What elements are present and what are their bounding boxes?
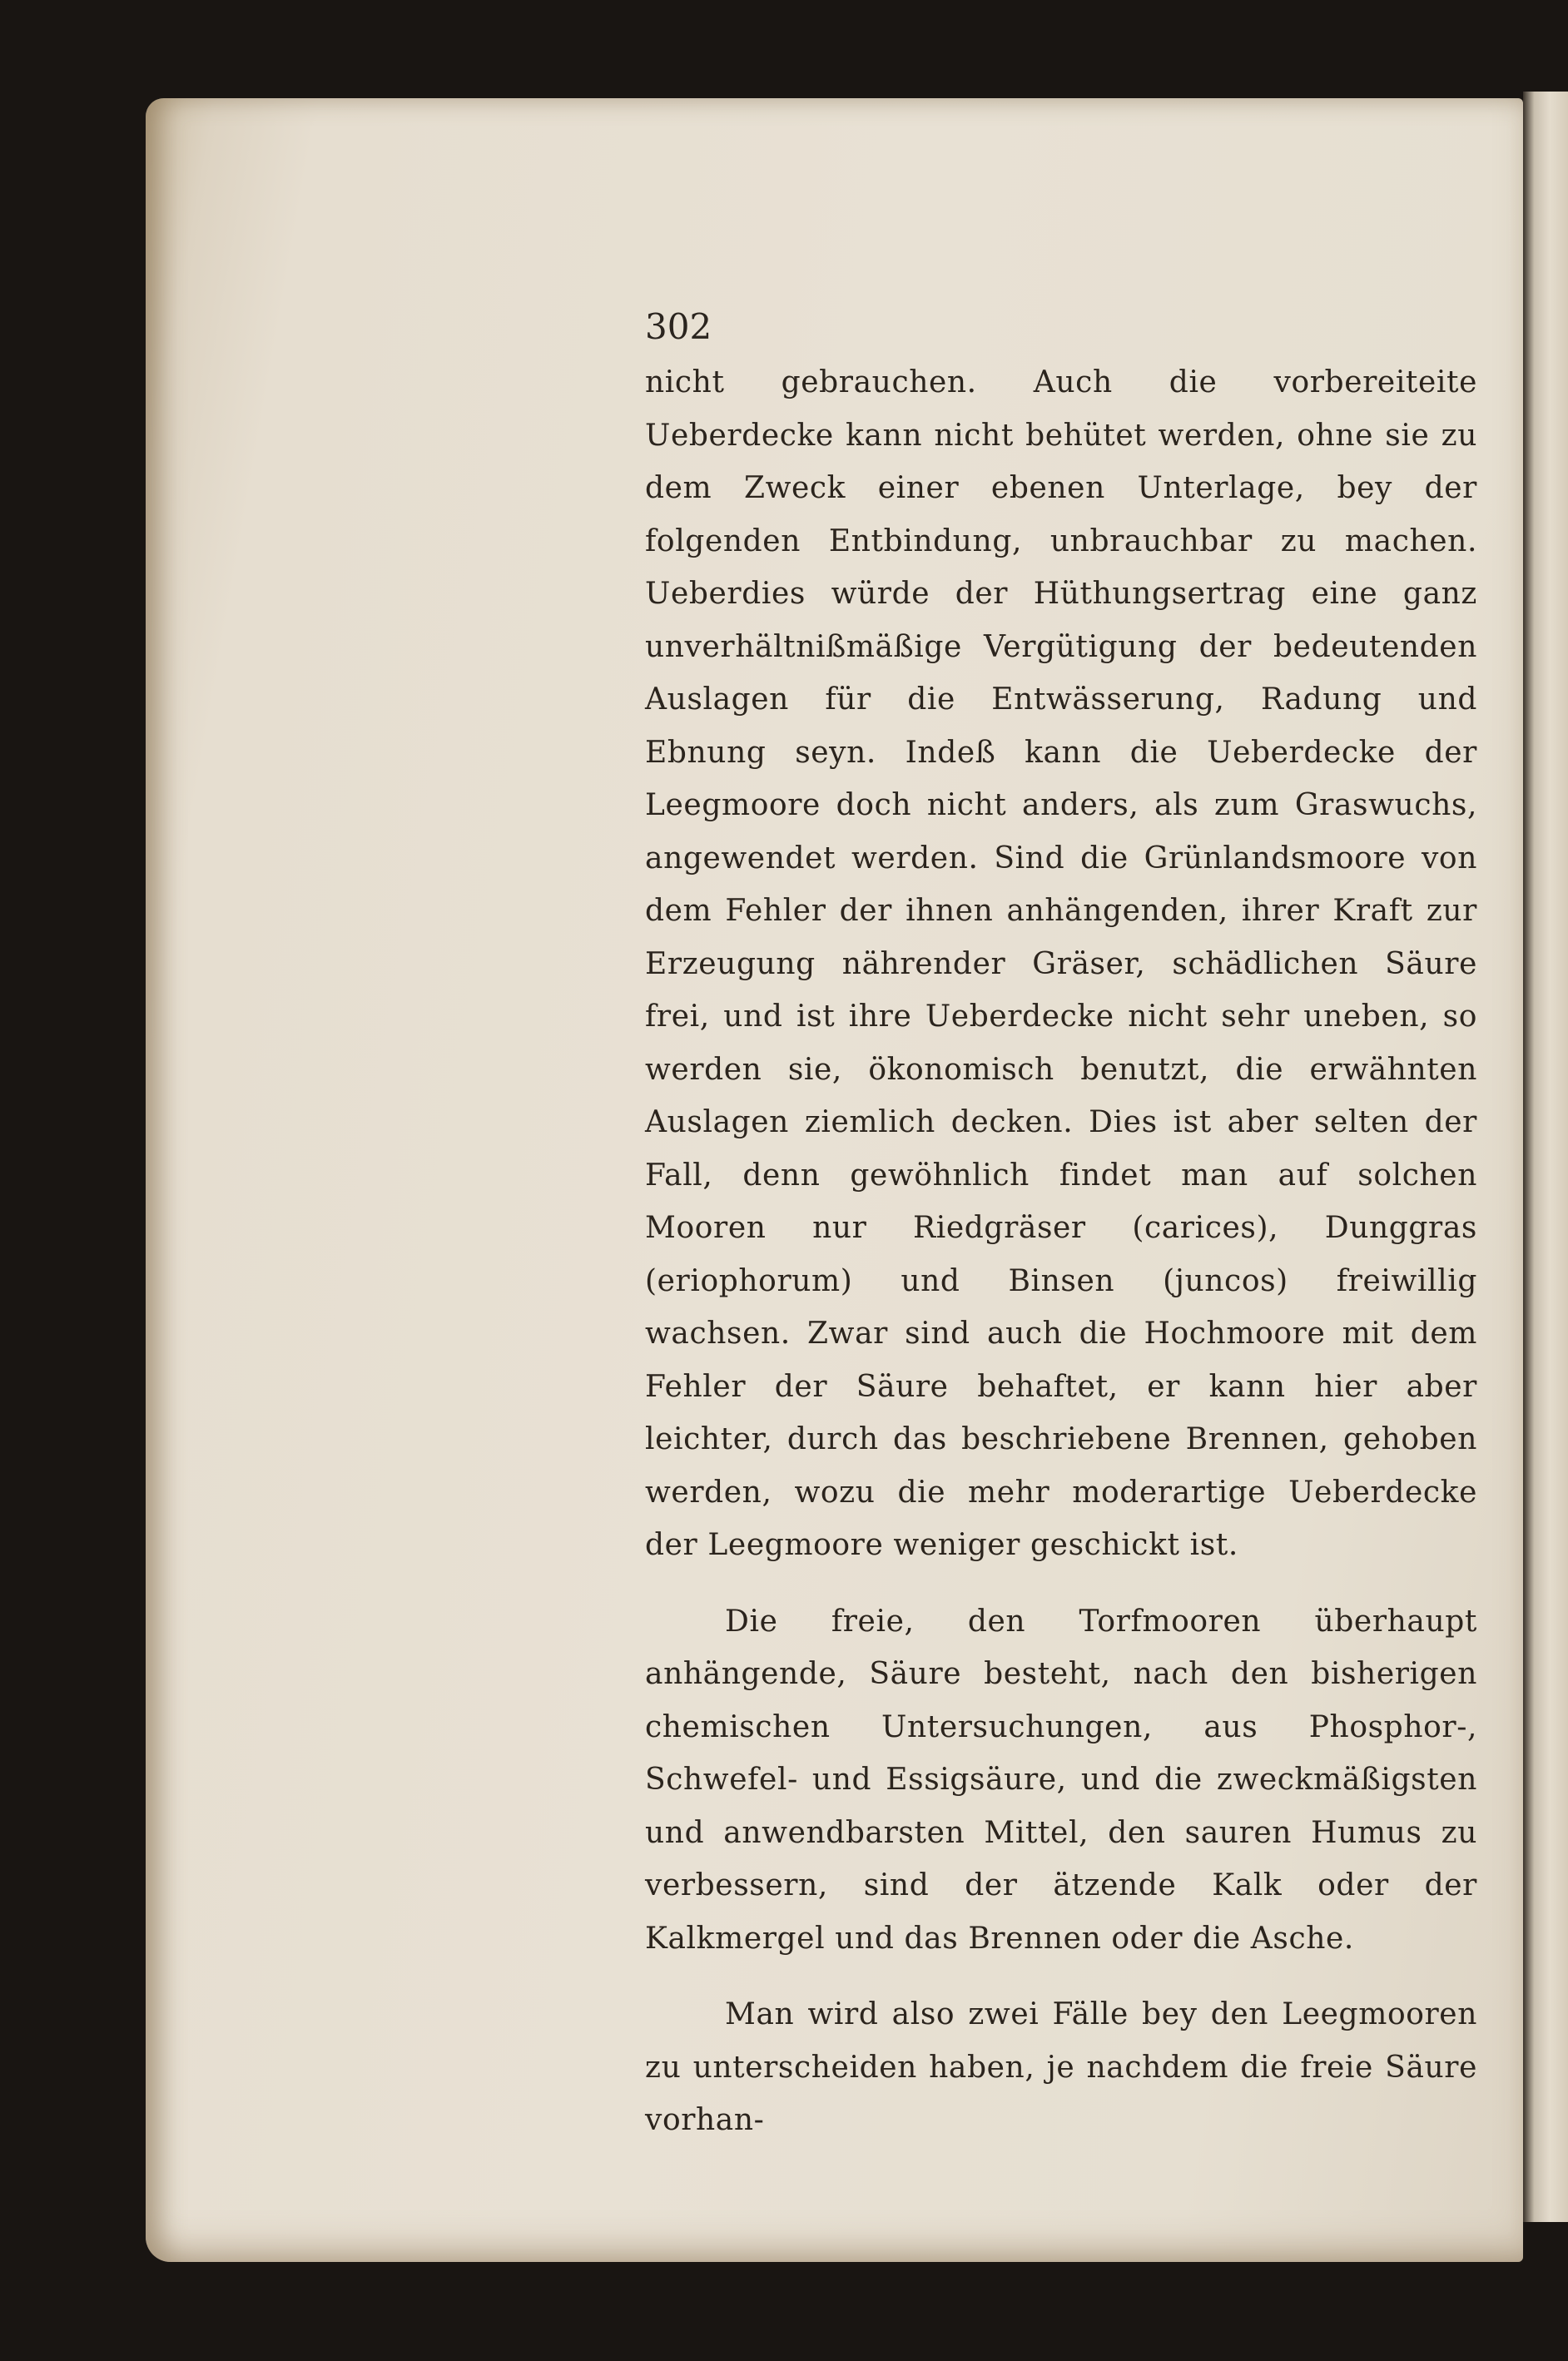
next-page-edge xyxy=(1523,92,1568,2222)
body-text xyxy=(645,356,1477,2147)
page-number: 302 xyxy=(645,306,712,347)
paragraph-2: Die freie, den Torfmooren überhaupt anhängende, Säure besteht, nach den bisherigen chemischen Untersuchungen, aus Phosphor-, Schwefel- und Essigsäure, und die zweckmäßigsten und anwendbarsten Mittel, den sauren Humus zu verbessern, sind der ätzende Kalk oder der Kalkmergel und das Brennen oder die Asche. xyxy=(645,1604,1477,1956)
paragraph-1: nicht gebrauchen. Auch die vorbereiteite Ueberdecke kann nicht behütet werden, ohne sie zu dem Zweck einer ebenen Unterlage, bey der folgenden Entbindung, unbrauchbar zu machen. Ueberdies würde der Hüthungsertrag eine ganz unverhältnißmäßige Vergütigung der bedeutenden Auslagen für die Entwässerung, Radung und Ebnung seyn. Indeß kann die Ueberdecke der Leegmoore doch nicht anders, als zum Graswuchs, angewendet werden. Sind die Grünlandsmoore von dem Fehler der ihnen anhängenden, ihrer Kraft zur Erzeugung nährender Gräser, schädlichen Säure frei, und ist ihre Ueberdecke nicht sehr uneben, so werden sie, ökonomisch benutzt, die erwähnten Auslagen ziemlich decken. Dies ist aber selten der Fall, denn gewöhnlich findet man auf solchen Mooren nur Riedgräser (carices), Dunggras (eriophorum) und Binsen (juncos) freiwillig wachsen. Zwar sind auch die Hochmoore mit dem Fehler der Säure behaftet, er kann hier aber leichter, durch das beschriebene Brennen, gehoben werden, wozu die mehr moderartige Ueberdecke der Leegmoore weniger geschickt ist. xyxy=(645,365,1477,1562)
paragraph-3: Man wird also zwei Fälle bey den Leegmooren zu unterscheiden haben, je nachdem die freie Säure vorhan- xyxy=(645,1997,1477,2137)
